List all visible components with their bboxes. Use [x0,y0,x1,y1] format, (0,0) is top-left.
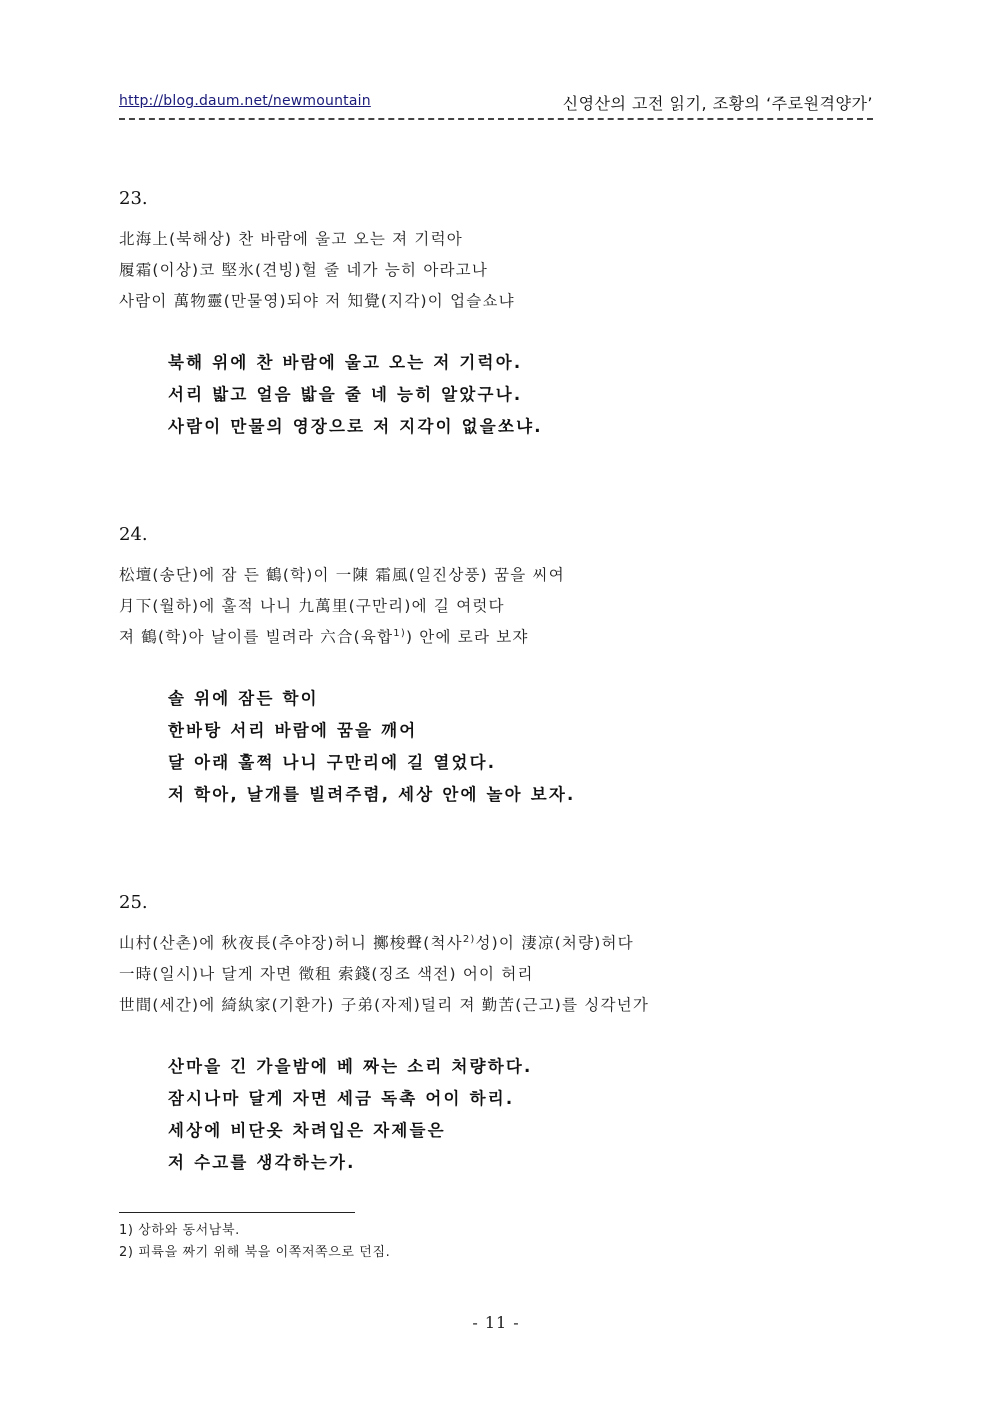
original-line-part: 山村(산촌)에 秋夜長(추야장)허니 擲梭聲(척사 [119,934,463,952]
original-line: 사람이 萬物靈(만물영)되야 저 知覺(지각)이 업슬쇼냐 [119,292,515,310]
section-number: 25. [119,892,148,913]
original-line: 北海上(북해상) 찬 바람에 울고 오는 져 기럭아 [119,230,463,248]
translation-line: 솔 위에 잠든 학이 [168,689,319,708]
original-text [119,224,879,317]
original-text [119,560,879,653]
footnote: 1) 상하와 동서남북. [119,1223,240,1238]
translation-line: 한바탕 서리 바람에 꿈을 깨어 [168,721,418,740]
translation-line: 저 수고를 생각하는가. [168,1153,356,1172]
footnote-ref[interactable]: 2) [462,933,476,945]
poem-section-24 [119,524,879,811]
translation-text [168,347,879,443]
translation-line: 잠시나마 달게 자면 세금 독촉 어이 하리. [168,1089,515,1108]
original-line: 松壇(송단)에 잠 든 鶴(학)이 一陳 霜風(일진상풍) 꿈을 씨여 [119,566,565,584]
original-line [119,928,879,959]
original-line-part: ) 안에 로라 보쟈 [405,628,529,646]
original-text [119,928,879,1021]
translation-line: 서리 밟고 얼음 밟을 줄 네 능히 알았구나. [168,385,523,404]
section-number: 24. [119,524,148,545]
translation-line: 산마을 긴 가을밤에 베 짜는 소리 처량하다. [168,1057,533,1076]
poem-section-23 [119,188,879,443]
section-number: 23. [119,188,148,209]
original-line [119,622,879,653]
original-line: 世間(세간)에 綺紈家(기환가) 子弟(자제)덜리 져 勤苦(근고)를 싱각넌가 [119,996,650,1014]
original-line: 一時(일시)나 달게 자면 徵租 索錢(징조 색전) 어이 허리 [119,965,534,983]
translation-text [168,1051,879,1179]
footnote: 2) 피륙을 짜기 위해 북을 이쪽저쪽으로 던짐. [119,1245,391,1260]
translation-line: 저 학아, 날개를 빌려주렴, 세상 안에 놀아 보자. [168,785,576,804]
footnote-ref[interactable]: 1) [393,627,406,639]
original-line-part: 성)이 淒凉(처량)허다 [475,934,634,952]
blog-url-link[interactable]: http://blog.daum.net/newmountain [119,93,371,109]
original-line: 月下(월하)에 훌적 나니 九萬里(구만리)에 길 여럿다 [119,597,505,615]
header-title: 신영산의 고전 읽기, 조황의 ‘주로원격양가’ [562,94,873,113]
translation-line: 북해 위에 찬 바람에 울고 오는 저 기럭아. [168,353,523,372]
translation-line: 사람이 만물의 영장으로 저 지각이 없을쏘냐. [168,417,543,436]
page-header [119,90,873,114]
original-line: 履霜(이상)코 堅氷(견빙)헐 줄 네가 능히 아라고나 [119,261,489,279]
translation-text [168,683,879,811]
translation-line: 세상에 비단옷 차려입은 자제들은 [168,1121,446,1140]
original-line-part: 져 鶴(학)아 날이를 빌려라 六合(육합 [119,628,394,646]
poem-section-25 [119,892,879,1179]
translation-line: 달 아래 훌쩍 나니 구만리에 길 열었다. [168,753,497,772]
header-divider [119,118,873,120]
footnote-divider [119,1212,355,1213]
page-number: - 11 - [472,1313,520,1332]
footnotes [119,1220,719,1264]
